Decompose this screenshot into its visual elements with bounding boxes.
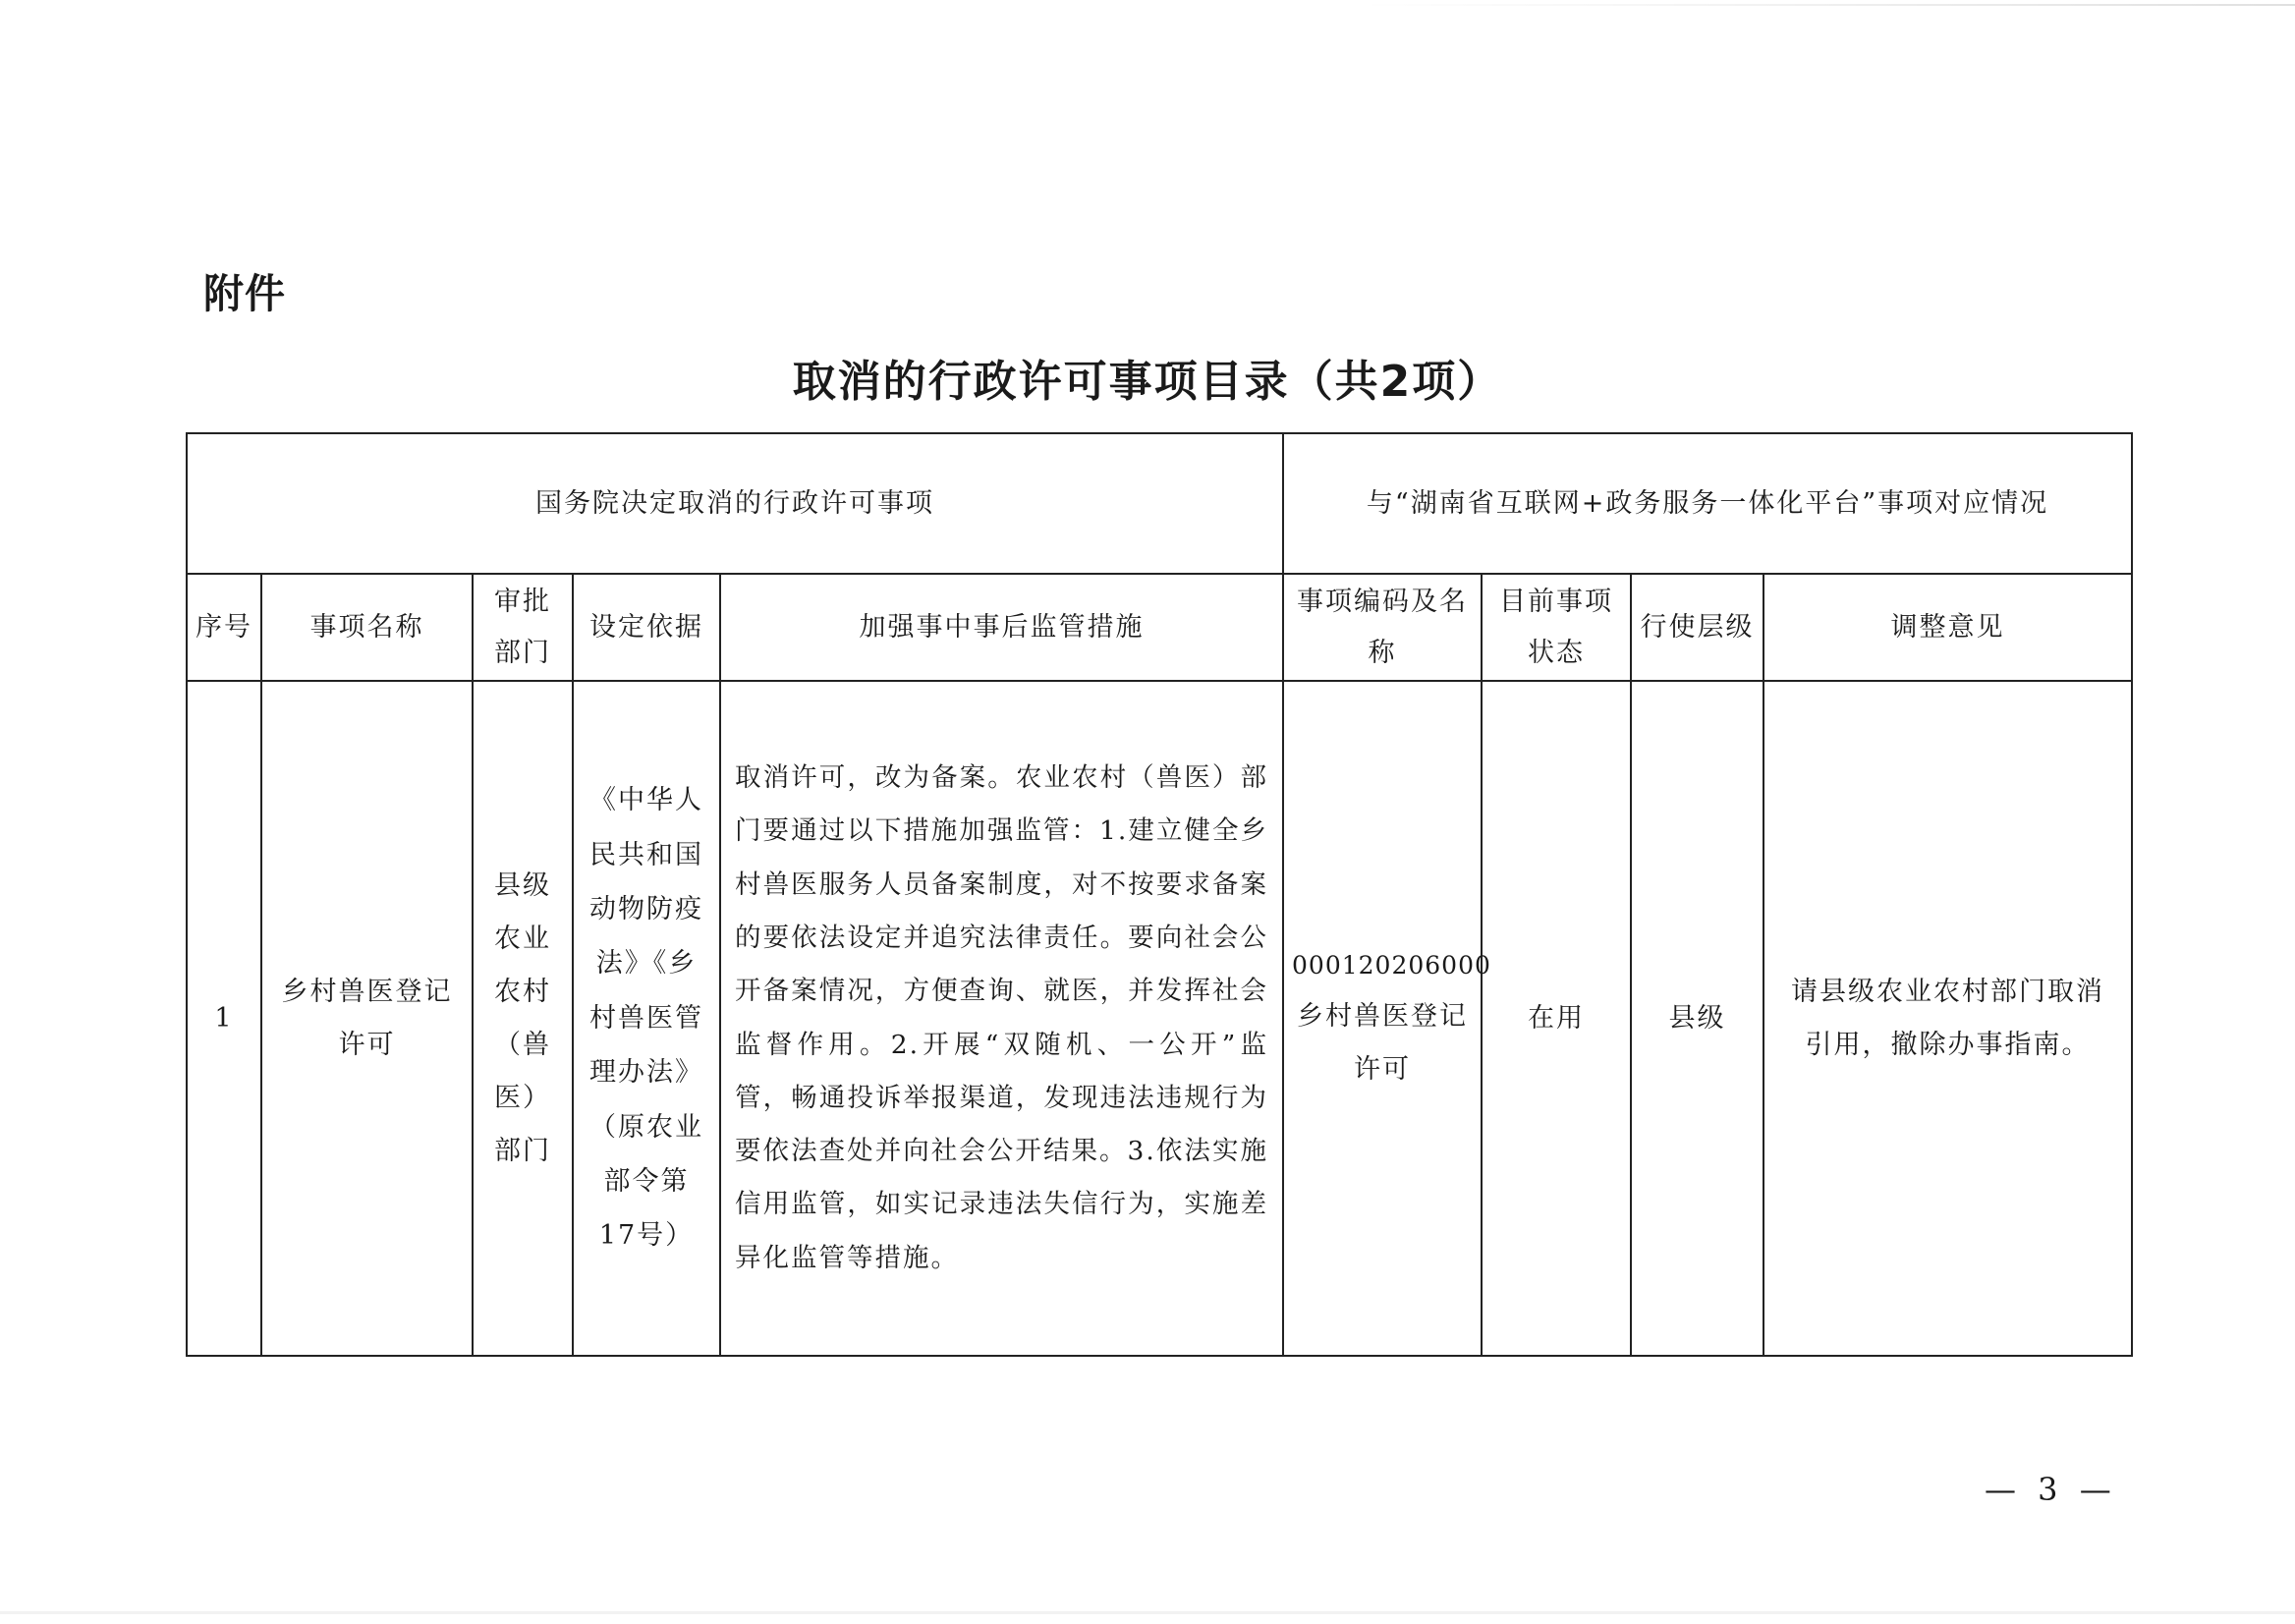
column-header-row bbox=[187, 574, 2132, 681]
group-header-row bbox=[187, 433, 2132, 574]
document-title: 取消的行政许可事项目录（共2项） bbox=[792, 357, 1503, 407]
item-code-name: 乡村兽医登记许可 bbox=[1297, 1000, 1469, 1085]
table-row bbox=[187, 681, 2132, 1356]
group-header-right: 与“湖南省互联网+政务服务一体化平台”事项对应情况 bbox=[1283, 433, 2132, 574]
item-code: 000120206000 bbox=[1292, 950, 1491, 980]
scan-edge bbox=[1356, 4, 2295, 6]
column-header-level: 行使层级 bbox=[1631, 574, 1763, 681]
column-header-seq: 序号 bbox=[187, 574, 261, 681]
column-header-department: 审批部门 bbox=[473, 574, 573, 681]
catalog-table bbox=[186, 432, 2133, 1357]
page-number: — 3 — bbox=[1985, 1471, 2117, 1508]
cell-opinion: 请县级农业农村部门取消引用，撤除办事指南。 bbox=[1763, 681, 2132, 1356]
cell-seq: 1 bbox=[187, 681, 261, 1356]
scan-edge bbox=[0, 1611, 2295, 1614]
column-header-basis: 设定依据 bbox=[573, 574, 720, 681]
column-header-item-name: 事项名称 bbox=[261, 574, 473, 681]
cell-measures: 取消许可，改为备案。农业农村（兽医）部门要通过以下措施加强监管：1.建立健全乡村兽医服务人员备案制度，对不按要求备案的要依法设定并追究法律责任。要向社会公开备案情况，方便查询、就医，并发挥社会监督作用。2.开展“双随机、一公开”监管，畅通投诉举报渠道，发现违法违规行为要依法查处并向社会公开结果。3.依法实施信用监管，如实记录违法失信行为，实施差异化监管等措施。 bbox=[720, 681, 1283, 1356]
cell-basis: 《中华人民共和国动物防疫法》《乡村兽医管理办法》（原农业部令第17号） bbox=[573, 681, 720, 1356]
column-header-status: 目前事项状态 bbox=[1482, 574, 1631, 681]
cell-level: 县级 bbox=[1631, 681, 1763, 1356]
attachment-label: 附件 bbox=[203, 270, 286, 317]
column-header-code: 事项编码及名称 bbox=[1283, 574, 1482, 681]
cell-code bbox=[1283, 681, 1491, 1356]
cell-status: 在用 bbox=[1482, 681, 1631, 1356]
column-header-opinion: 调整意见 bbox=[1763, 574, 2132, 681]
group-header-left: 国务院决定取消的行政许可事项 bbox=[187, 433, 1283, 574]
cell-item-name: 乡村兽医登记许可 bbox=[261, 681, 473, 1356]
column-header-measures: 加强事中事后监管措施 bbox=[720, 574, 1283, 681]
cell-department: 县级农业农村（兽医）部门 bbox=[473, 681, 573, 1356]
